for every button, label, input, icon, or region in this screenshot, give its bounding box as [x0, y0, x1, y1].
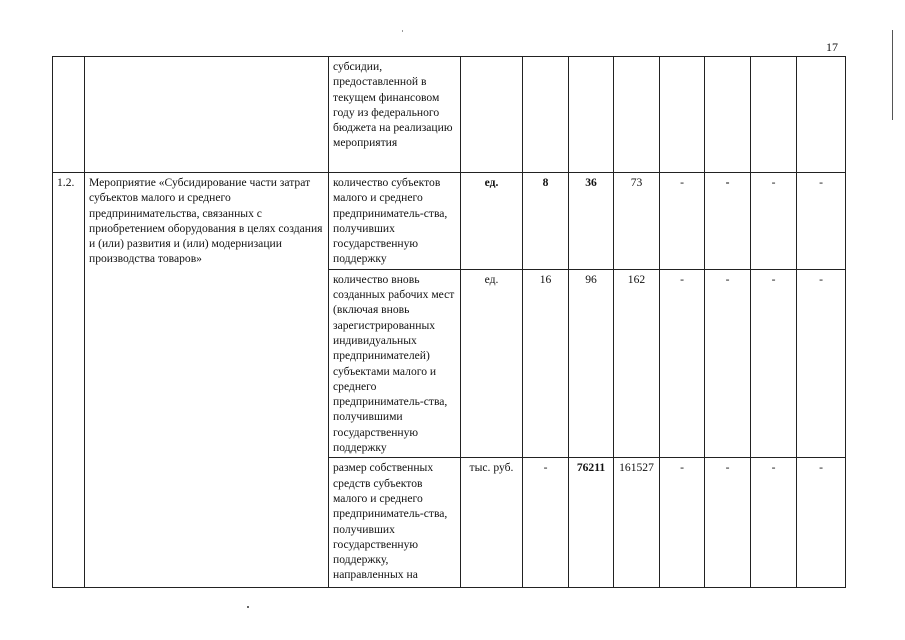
value-cell: - — [660, 173, 705, 270]
value-cell: 161527 — [614, 458, 660, 588]
scan-speck — [247, 606, 249, 608]
value-cell: 96 — [569, 269, 614, 458]
value-cell: - — [660, 269, 705, 458]
event-cell: Мероприятие «Субсидирование части затрат субъектов малого и среднего предпринимательства, связанных с приобретением оборудования в целях создания и (или) развития и (или) модернизации производства товаров» — [85, 173, 329, 588]
page-number: 17 — [826, 40, 838, 54]
value-cell: - — [751, 173, 797, 270]
table-row — [53, 173, 846, 270]
event-cell — [85, 57, 329, 173]
value-cell: - — [797, 269, 846, 458]
value-cell — [660, 57, 705, 173]
value-cell — [523, 57, 569, 173]
row-number: 1.2. — [53, 173, 85, 588]
value-cell: - — [751, 458, 797, 588]
indicator-cell: количество субъектов малого и среднего предприниматель-ства, получивших государственную поддержку — [329, 173, 461, 270]
value-cell: - — [751, 269, 797, 458]
value-cell: 16 — [523, 269, 569, 458]
value-cell: 76211 — [569, 458, 614, 588]
value-cell: 8 — [523, 173, 569, 270]
unit-cell: ед. — [461, 269, 523, 458]
value-cell: - — [705, 173, 751, 270]
scan-speck — [402, 30, 403, 32]
value-cell — [569, 57, 614, 173]
table-row — [53, 57, 846, 173]
unit-cell: тыс. руб. — [461, 458, 523, 588]
indicator-cell: размер собственных средств субъектов малого и среднего предприниматель-ства, получивших государственную поддержку, направленных на — [329, 458, 461, 588]
value-cell: - — [705, 269, 751, 458]
value-cell: - — [705, 458, 751, 588]
unit-cell: ед. — [461, 173, 523, 270]
value-cell: - — [660, 458, 705, 588]
value-cell: 73 — [614, 173, 660, 270]
value-cell — [705, 57, 751, 173]
value-cell: 36 — [569, 173, 614, 270]
indicator-cell: субсидии, предоставленной в текущем финансовом году из федерального бюджета на реализацию мероприятия — [329, 57, 461, 173]
value-cell: - — [797, 173, 846, 270]
row-number — [53, 57, 85, 173]
indicators-table — [52, 56, 846, 588]
value-cell: - — [797, 458, 846, 588]
scan-edge-mark — [892, 30, 893, 120]
unit-cell — [461, 57, 523, 173]
value-cell — [614, 57, 660, 173]
value-cell: 162 — [614, 269, 660, 458]
indicator-cell: количество вновь созданных рабочих мест (включая вновь зарегистрированных индивидуальных предпринимателей) субъектами малого и среднего предприниматель-ства, получившими государственную поддержку — [329, 269, 461, 458]
value-cell — [751, 57, 797, 173]
value-cell — [797, 57, 846, 173]
value-cell: - — [523, 458, 569, 588]
